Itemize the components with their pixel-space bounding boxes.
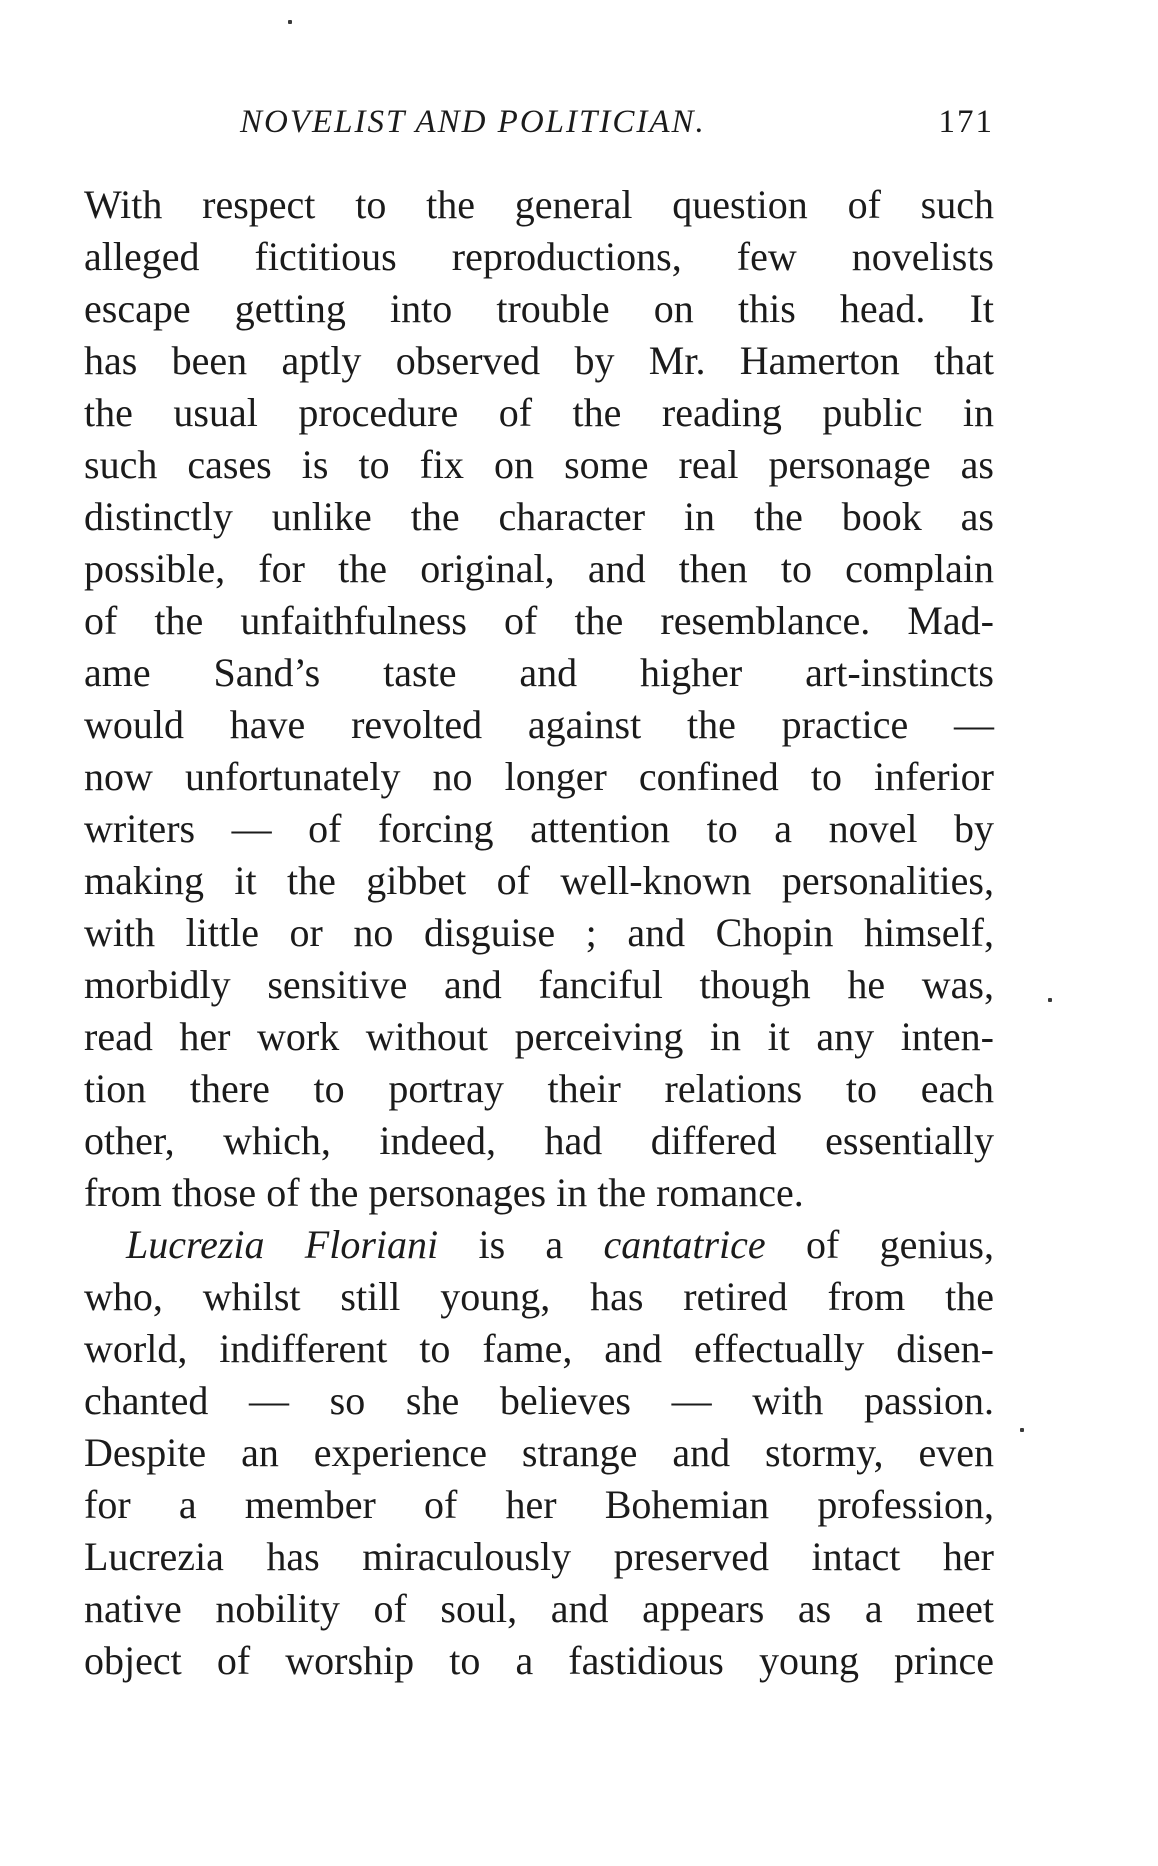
text-fragment: of genius, (765, 1222, 994, 1267)
text-line: morbidly sensitive and fanciful though he was, (84, 962, 994, 1007)
text-line: would have revolted against the practice — (84, 702, 994, 747)
text-line: ame Sand’s taste and higher art-instincts (84, 650, 994, 695)
text-line: Despite an experience strange and stormy, even (84, 1430, 994, 1475)
print-speck (288, 20, 292, 24)
running-title: NOVELIST AND POLITICIAN. (240, 104, 706, 140)
text-line: possible, for the original, and then to complain (84, 546, 994, 591)
text-line: world, indifferent to fame, and effectually disen- (84, 1326, 994, 1371)
text-line: native nobility of soul, and appears as a meet (84, 1586, 994, 1631)
novel-title: Lucrezia Floriani (126, 1222, 439, 1267)
text-line: making it the gibbet of well-known personalities, (84, 858, 994, 903)
text-line: read her work without perceiving in it any inten- (84, 1014, 994, 1059)
text-line: With respect to the general question of such (84, 182, 994, 227)
text-line: escape getting into trouble on this head. It (84, 286, 994, 331)
text-line: tion there to portray their relations to each (84, 1066, 994, 1111)
text-line: with little or no disguise ; and Chopin himself, (84, 910, 994, 955)
italic-term: cantatrice (603, 1222, 766, 1267)
print-speck (1020, 1428, 1024, 1432)
text-line: for a member of her Bohemian profession, (84, 1482, 994, 1527)
text-line: alleged fictitious reproductions, few novelists (84, 234, 994, 279)
body-text (84, 179, 994, 1687)
print-speck (1048, 998, 1052, 1002)
paragraph-opening-line (84, 1219, 994, 1271)
text-line: of the unfaithfulness of the resemblance. Mad- (84, 598, 994, 643)
text-line: has been aptly observed by Mr. Hamerton that (84, 338, 994, 383)
text-line: object of worship to a fastidious young prince (84, 1638, 994, 1683)
page-number: 171 (938, 104, 994, 140)
text-line: Lucrezia has miraculously preserved intact her (84, 1534, 994, 1579)
text-line: from those of the personages in the romance. (84, 1170, 804, 1215)
text-line: the usual procedure of the reading public in (84, 390, 994, 435)
text-line: chanted — so she believes — with passion. (84, 1378, 994, 1423)
text-line: who, whilst still young, has retired from the (84, 1274, 994, 1319)
text-line: writers — of forcing attention to a novel by (84, 806, 994, 851)
text-line: other, which, indeed, had differed essentially (84, 1118, 994, 1163)
text-line: such cases is to fix on some real personage as (84, 442, 994, 487)
text-line: distinctly unlike the character in the book as (84, 494, 994, 539)
running-head (84, 100, 994, 144)
text-line: now unfortunately no longer confined to inferior (84, 754, 994, 799)
text-fragment: is a (438, 1222, 604, 1267)
